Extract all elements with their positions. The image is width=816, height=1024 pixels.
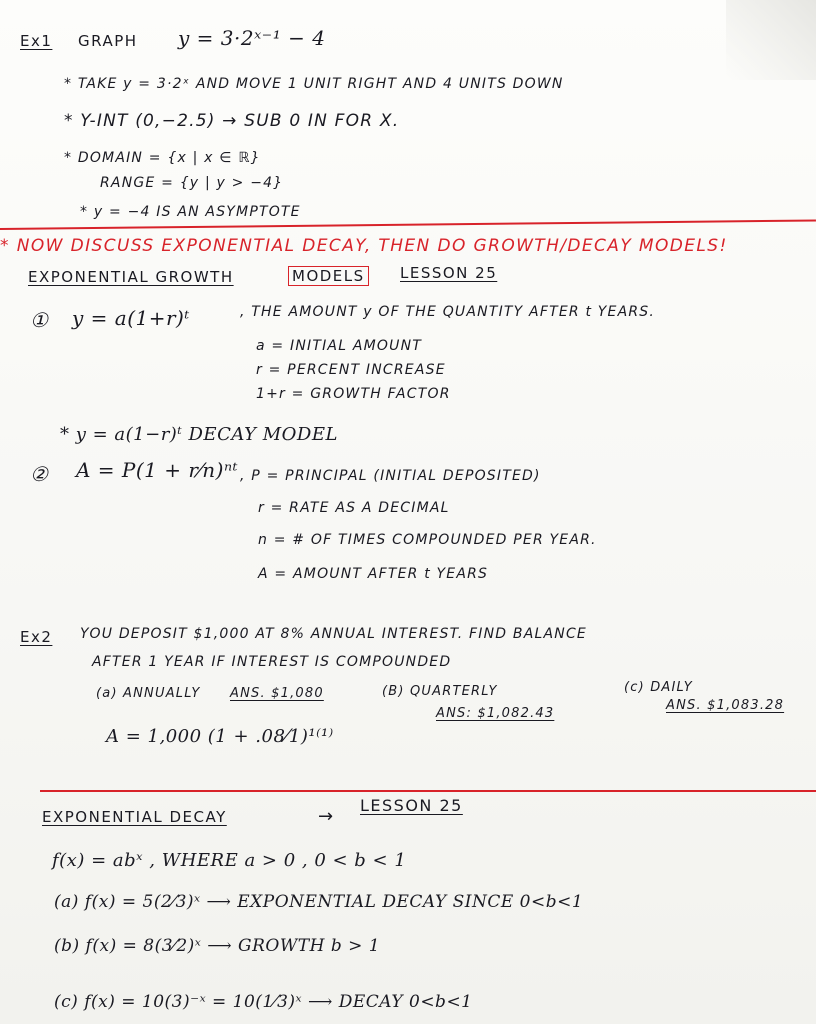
- def-A: A = AMOUNT AFTER t YEARS: [258, 566, 489, 582]
- ex2-line2: AFTER 1 YEAR IF INTEREST IS COMPOUNDED: [92, 654, 452, 670]
- ex2-daily: (c) DAILY: [624, 680, 693, 695]
- compound-formula: A = P(1 + r⁄n)ⁿᵗ: [76, 458, 238, 482]
- growth-title: EXPONENTIAL GROWTH: [28, 268, 234, 286]
- ex1-note-yint: * Y-INT (0,−2.5) → SUB 0 IN FOR X.: [64, 111, 400, 131]
- ex1-range: RANGE = {y | y > −4}: [100, 175, 284, 191]
- decay-lesson: LESSON 25: [360, 796, 463, 815]
- ex2-line1: YOU DEPOSIT $1,000 AT 8% ANNUAL INTEREST. FIND BALANCE: [80, 626, 587, 642]
- growth-title-models: MODELS: [288, 266, 369, 286]
- ex1-equation: y = 3·2ˣ⁻¹ − 4: [178, 26, 326, 50]
- def-p: , P = PRINCIPAL (INITIAL DEPOSITED): [240, 468, 541, 484]
- decay-example-b: (b) f(x) = 8(3⁄2)ˣ ⟶ GROWTH b > 1: [54, 936, 381, 956]
- red-teacher-note: * NOW DISCUSS EXPONENTIAL DECAY, THEN DO GROWTH/DECAY MODELS!: [0, 236, 728, 256]
- decay-example-a: (a) f(x) = 5(2⁄3)ˣ ⟶ EXPONENTIAL DECAY SINCE 0<b<1: [54, 892, 584, 912]
- decay-model: * y = a(1−r)ᵗ DECAY MODEL: [60, 424, 338, 445]
- ex2-annually-answer: ANS. $1,080: [230, 686, 324, 701]
- decay-definition: f(x) = abˣ , WHERE a > 0 , 0 < b < 1: [52, 850, 407, 871]
- ex1-asymptote: * y = −4 IS AN ASYMPTOTE: [80, 204, 301, 220]
- def-a: a = INITIAL AMOUNT: [256, 338, 422, 354]
- ex2-daily-answer: ANS. $1,083.28: [666, 698, 785, 713]
- decay-example-c: (c) f(x) = 10(3)⁻ˣ = 10(1⁄3)ˣ ⟶ DECAY 0<b<1: [54, 992, 473, 1012]
- ex1-label: Ex1: [20, 32, 53, 50]
- ex2-label: Ex2: [20, 628, 53, 646]
- page-fold: [726, 0, 816, 80]
- def-rate: r = RATE AS A DECIMAL: [258, 500, 450, 516]
- decay-title: EXPONENTIAL DECAY: [42, 808, 227, 826]
- red-divider-bottom: [40, 790, 816, 792]
- ex2-annually: (a) ANNUALLY: [96, 686, 201, 701]
- ex2-formula: A = 1,000 (1 + .08⁄1)¹⁽¹⁾: [106, 726, 334, 747]
- item1-number: ①: [30, 308, 49, 332]
- ex2-quarterly-answer: ANS: $1,082.43: [436, 706, 555, 721]
- def-n: n = # OF TIMES COMPOUNDED PER YEAR.: [258, 532, 597, 548]
- decay-arrow: →: [318, 806, 335, 827]
- def-1r: 1+r = GROWTH FACTOR: [256, 386, 451, 402]
- ex2-quarterly: (B) QUARTERLY: [382, 684, 498, 699]
- ex1-domain: * DOMAIN = {x | x ∈ ℝ}: [64, 150, 261, 166]
- growth-formula-desc: , THE AMOUNT y OF THE QUANTITY AFTER t YEARS.: [240, 304, 656, 320]
- item2-number: ②: [30, 462, 49, 486]
- growth-formula: y = a(1+r)ᵗ: [72, 306, 190, 330]
- def-r: r = PERCENT INCREASE: [256, 362, 446, 378]
- ex1-graph: GRAPH: [78, 32, 138, 50]
- growth-lesson: LESSON 25: [400, 264, 498, 282]
- red-divider-top: [0, 219, 816, 230]
- ex1-note-shift: * TAKE y = 3·2ˣ AND MOVE 1 UNIT RIGHT AND 4 UNITS DOWN: [64, 76, 564, 92]
